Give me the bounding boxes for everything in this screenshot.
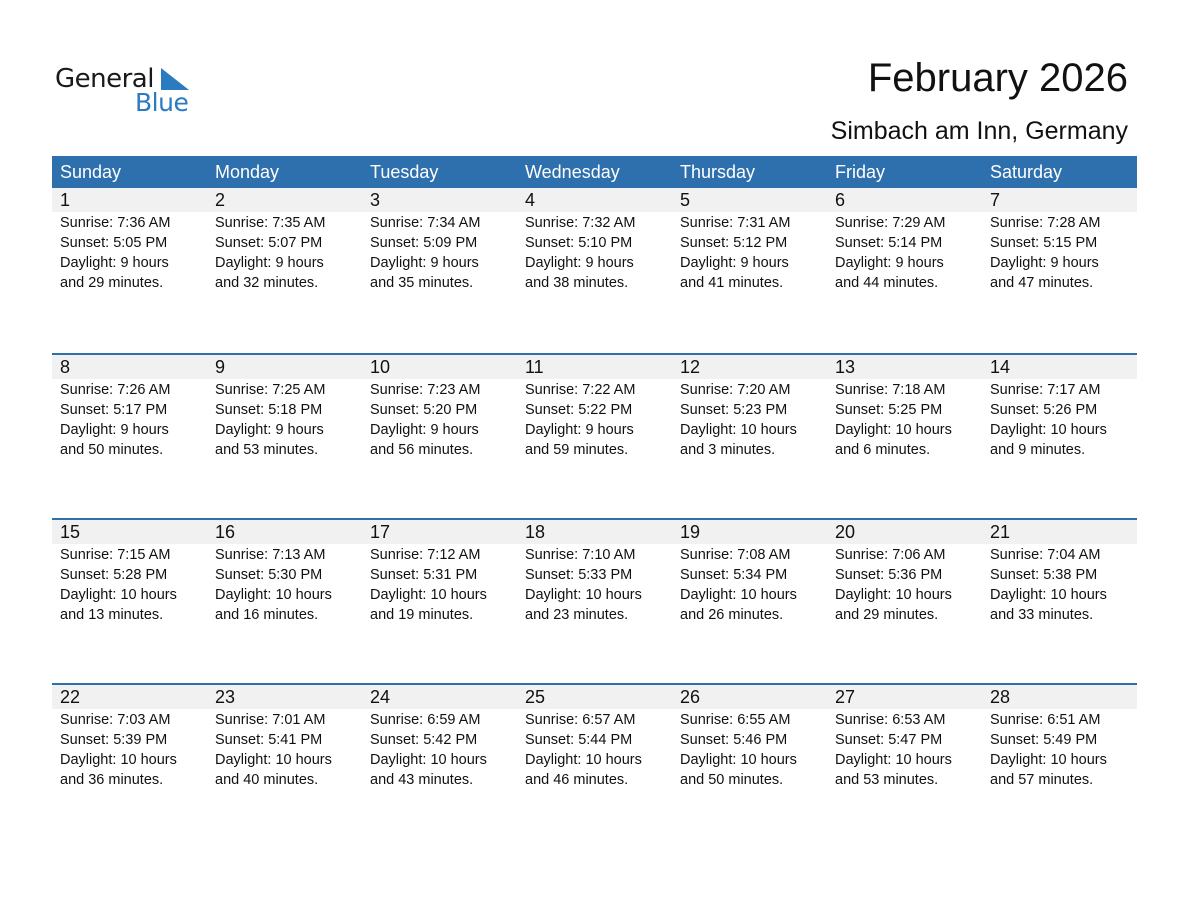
day-sunset-text: Sunset: 5:22 PM [525,402,633,418]
day-sunrise-text: Sunrise: 7:20 AM [680,382,791,398]
day-number: 6 [835,190,846,210]
day-daylight-text: Daylight: 10 hours [215,587,332,603]
week-row [52,188,1137,353]
day-cell [207,379,362,460]
weekday-sunday: Sunday [60,162,122,182]
day-minutes-text: and 19 minutes. [370,607,474,623]
day-sunset-text: Sunset: 5:25 PM [835,402,943,418]
day-daylight-text: Daylight: 9 hours [525,422,634,438]
day-daylight-text: Daylight: 10 hours [990,587,1107,603]
day-sunset-text: Sunset: 5:14 PM [835,235,943,251]
weekday-wednesday: Wednesday [525,162,620,182]
day-sunset-text: Sunset: 5:30 PM [215,567,323,583]
day-number: 12 [680,357,701,377]
day-minutes-text: and 44 minutes. [835,275,939,291]
day-cell [362,212,517,293]
day-daylight-text: Daylight: 9 hours [990,255,1099,271]
day-sunset-text: Sunset: 5:26 PM [990,402,1098,418]
day-minutes-text: and 43 minutes. [370,772,474,788]
day-number: 20 [835,522,856,542]
day-cell [52,709,207,790]
day-minutes-text: and 57 minutes. [990,772,1094,788]
day-daylight-text: Daylight: 10 hours [680,752,797,768]
day-daylight-text: Daylight: 10 hours [60,752,177,768]
day-number: 2 [215,190,226,210]
day-number: 19 [680,522,701,542]
day-sunrise-text: Sunrise: 7:36 AM [60,215,171,231]
logo-triangle-icon [161,68,189,90]
day-sunset-text: Sunset: 5:33 PM [525,567,633,583]
day-sunrise-text: Sunrise: 7:18 AM [835,382,946,398]
day-sunrise-text: Sunrise: 7:08 AM [680,547,791,563]
day-cell [517,379,672,460]
day-sunset-text: Sunset: 5:39 PM [60,732,168,748]
week-row [52,683,1137,848]
day-info-row [52,212,1137,293]
day-number-row [52,188,1137,212]
day-daylight-text: Daylight: 9 hours [370,422,479,438]
day-minutes-text: and 32 minutes. [215,275,319,291]
day-sunrise-text: Sunrise: 7:25 AM [215,382,326,398]
day-cell [982,379,1137,460]
calendar-grid [52,156,1137,848]
day-cell [362,379,517,460]
day-sunset-text: Sunset: 5:36 PM [835,567,943,583]
day-sunset-text: Sunset: 5:17 PM [60,402,168,418]
day-sunrise-text: Sunrise: 7:34 AM [370,215,481,231]
day-number-row [52,355,1137,379]
day-daylight-text: Daylight: 9 hours [370,255,479,271]
day-sunrise-text: Sunrise: 7:03 AM [60,712,171,728]
day-minutes-text: and 6 minutes. [835,442,931,458]
day-sunrise-text: Sunrise: 6:53 AM [835,712,946,728]
day-daylight-text: Daylight: 9 hours [835,255,944,271]
day-cell [982,544,1137,625]
day-cell [207,212,362,293]
day-number: 4 [525,190,536,210]
day-daylight-text: Daylight: 9 hours [60,255,169,271]
day-number: 13 [835,357,856,377]
day-daylight-text: Daylight: 10 hours [525,587,642,603]
day-sunset-text: Sunset: 5:49 PM [990,732,1098,748]
logo-text-blue: Blue [135,88,189,117]
day-number: 23 [215,687,236,707]
day-minutes-text: and 29 minutes. [60,275,164,291]
day-number: 10 [370,357,391,377]
day-cell [672,212,827,293]
day-sunrise-text: Sunrise: 6:59 AM [370,712,481,728]
day-sunset-text: Sunset: 5:15 PM [990,235,1098,251]
day-number: 24 [370,687,391,707]
day-sunrise-text: Sunrise: 7:17 AM [990,382,1101,398]
day-number: 18 [525,522,546,542]
day-sunrise-text: Sunrise: 6:57 AM [525,712,636,728]
day-sunset-text: Sunset: 5:31 PM [370,567,478,583]
day-number: 3 [370,190,381,210]
day-cell [362,544,517,625]
day-sunset-text: Sunset: 5:10 PM [525,235,633,251]
day-cell [52,544,207,625]
day-number: 17 [370,522,391,542]
day-cell [982,709,1137,790]
day-sunrise-text: Sunrise: 7:28 AM [990,215,1101,231]
day-cell [517,709,672,790]
day-sunrise-text: Sunrise: 7:15 AM [60,547,171,563]
logo-text-general: General [55,64,154,94]
day-number: 27 [835,687,856,707]
day-daylight-text: Daylight: 10 hours [990,752,1107,768]
day-cell [982,212,1137,293]
location-subtitle: Simbach am Inn, Germany [830,117,1128,145]
day-sunrise-text: Sunrise: 7:12 AM [370,547,481,563]
week-row [52,353,1137,518]
weekday-friday: Friday [835,162,886,182]
day-sunset-text: Sunset: 5:07 PM [215,235,323,251]
day-sunrise-text: Sunrise: 7:13 AM [215,547,326,563]
week-row [52,518,1137,683]
day-number-row [52,520,1137,544]
day-daylight-text: Daylight: 9 hours [680,255,789,271]
day-sunrise-text: Sunrise: 7:04 AM [990,547,1101,563]
day-cell [672,709,827,790]
day-info-row [52,379,1137,460]
day-number: 16 [215,522,236,542]
day-sunset-text: Sunset: 5:41 PM [215,732,323,748]
day-minutes-text: and 23 minutes. [525,607,629,623]
day-cell [52,212,207,293]
day-sunrise-text: Sunrise: 7:06 AM [835,547,946,563]
day-number: 8 [60,357,71,377]
day-number: 9 [215,357,226,377]
day-daylight-text: Daylight: 10 hours [835,587,952,603]
day-daylight-text: Daylight: 10 hours [835,752,952,768]
day-cell [827,212,982,293]
day-minutes-text: and 16 minutes. [215,607,319,623]
day-number: 28 [990,687,1011,707]
day-cell [672,379,827,460]
day-number: 22 [60,687,81,707]
day-sunset-text: Sunset: 5:09 PM [370,235,478,251]
day-number: 5 [680,190,691,210]
day-minutes-text: and 46 minutes. [525,772,629,788]
day-sunset-text: Sunset: 5:23 PM [680,402,788,418]
day-minutes-text: and 38 minutes. [525,275,629,291]
weekday-thursday: Thursday [680,162,756,182]
day-daylight-text: Daylight: 10 hours [370,752,487,768]
day-sunset-text: Sunset: 5:44 PM [525,732,633,748]
day-sunrise-text: Sunrise: 7:10 AM [525,547,636,563]
day-info-row [52,544,1137,625]
day-minutes-text: and 29 minutes. [835,607,939,623]
day-daylight-text: Daylight: 10 hours [525,752,642,768]
day-minutes-text: and 50 minutes. [60,442,164,458]
day-daylight-text: Daylight: 10 hours [835,422,952,438]
day-number: 15 [60,522,81,542]
day-minutes-text: and 33 minutes. [990,607,1094,623]
day-minutes-text: and 36 minutes. [60,772,164,788]
day-cell [517,212,672,293]
day-sunset-text: Sunset: 5:47 PM [835,732,943,748]
day-number: 26 [680,687,701,707]
day-sunrise-text: Sunrise: 6:55 AM [680,712,791,728]
day-cell [52,379,207,460]
day-cell [827,544,982,625]
day-number-row [52,685,1137,709]
day-minutes-text: and 41 minutes. [680,275,784,291]
day-cell [827,379,982,460]
weekday-monday: Monday [215,162,280,182]
day-sunrise-text: Sunrise: 6:51 AM [990,712,1101,728]
day-minutes-text: and 26 minutes. [680,607,784,623]
weeks-container [52,188,1137,848]
day-daylight-text: Daylight: 10 hours [370,587,487,603]
day-info-row [52,709,1137,790]
day-sunrise-text: Sunrise: 7:23 AM [370,382,481,398]
day-minutes-text: and 53 minutes. [215,442,319,458]
day-sunset-text: Sunset: 5:42 PM [370,732,478,748]
day-cell [517,544,672,625]
day-sunrise-text: Sunrise: 7:01 AM [215,712,326,728]
day-sunset-text: Sunset: 5:34 PM [680,567,788,583]
day-cell [207,709,362,790]
day-number: 14 [990,357,1011,377]
day-sunrise-text: Sunrise: 7:31 AM [680,215,791,231]
day-sunrise-text: Sunrise: 7:35 AM [215,215,326,231]
day-daylight-text: Daylight: 10 hours [990,422,1107,438]
page-title: February 2026 [867,56,1128,100]
day-sunset-text: Sunset: 5:38 PM [990,567,1098,583]
day-sunset-text: Sunset: 5:18 PM [215,402,323,418]
day-sunrise-text: Sunrise: 7:32 AM [525,215,636,231]
day-number: 21 [990,522,1011,542]
day-number: 25 [525,687,546,707]
day-cell [207,544,362,625]
day-minutes-text: and 40 minutes. [215,772,319,788]
day-cell [672,544,827,625]
day-minutes-text: and 56 minutes. [370,442,474,458]
day-minutes-text: and 3 minutes. [680,442,776,458]
day-number: 7 [990,190,1001,210]
day-sunset-text: Sunset: 5:20 PM [370,402,478,418]
day-minutes-text: and 59 minutes. [525,442,629,458]
day-daylight-text: Daylight: 10 hours [60,587,177,603]
day-daylight-text: Daylight: 9 hours [215,422,324,438]
day-sunset-text: Sunset: 5:28 PM [60,567,168,583]
day-minutes-text: and 13 minutes. [60,607,164,623]
weekday-saturday: Saturday [990,162,1063,182]
day-minutes-text: and 50 minutes. [680,772,784,788]
day-minutes-text: and 47 minutes. [990,275,1094,291]
day-daylight-text: Daylight: 10 hours [215,752,332,768]
day-daylight-text: Daylight: 9 hours [525,255,634,271]
day-number: 11 [525,357,544,377]
day-daylight-text: Daylight: 9 hours [215,255,324,271]
weekday-header-row [52,156,1137,188]
day-cell [827,709,982,790]
day-minutes-text: and 9 minutes. [990,442,1086,458]
day-sunset-text: Sunset: 5:05 PM [60,235,168,251]
day-minutes-text: and 35 minutes. [370,275,474,291]
day-sunrise-text: Sunrise: 7:29 AM [835,215,946,231]
day-sunset-text: Sunset: 5:46 PM [680,732,788,748]
day-daylight-text: Daylight: 10 hours [680,422,797,438]
day-cell [362,709,517,790]
day-minutes-text: and 53 minutes. [835,772,939,788]
day-sunrise-text: Sunrise: 7:26 AM [60,382,171,398]
generalblue-logo [55,62,205,122]
day-number: 1 [60,190,71,210]
weekday-tuesday: Tuesday [370,162,439,182]
day-sunset-text: Sunset: 5:12 PM [680,235,788,251]
day-daylight-text: Daylight: 9 hours [60,422,169,438]
day-daylight-text: Daylight: 10 hours [680,587,797,603]
day-sunrise-text: Sunrise: 7:22 AM [525,382,636,398]
